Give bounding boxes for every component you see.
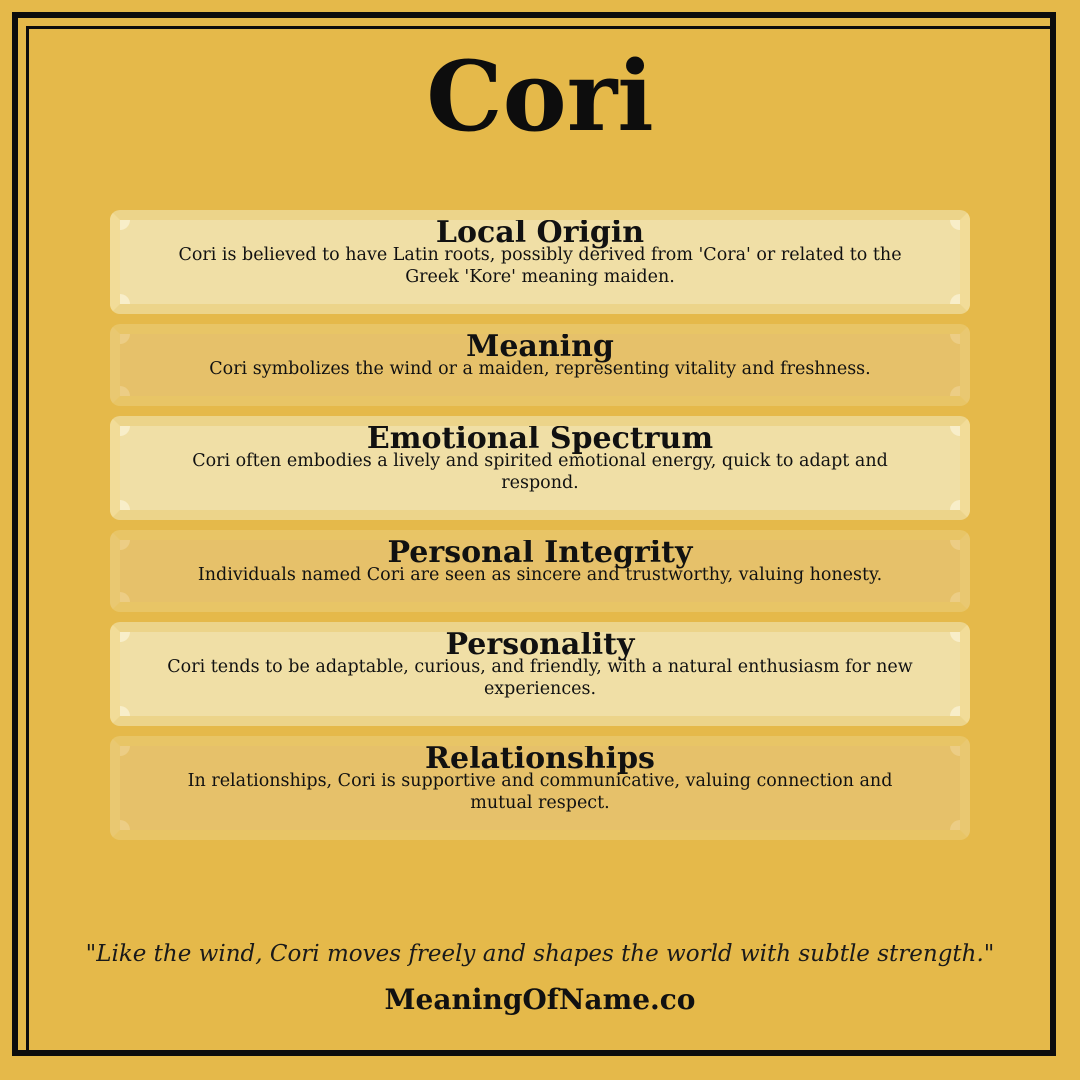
section-text: In relationships, Cori is supportive and communicative, valuing connection and mutual respect. <box>187 771 893 813</box>
section-text: Cori is believed to have Latin roots, possibly derived from 'Cora' or related to the Greek 'Kore' meaning maiden. <box>178 245 902 287</box>
corner-dot <box>950 736 970 756</box>
corner-dot <box>110 592 130 612</box>
corner-dot <box>950 500 970 520</box>
corner-dot <box>950 622 970 642</box>
section-text: Cori often embodies a lively and spirited emotional energy, quick to adapt and respond. <box>192 451 888 493</box>
corner-dot <box>110 210 130 230</box>
section-personal-integrity <box>110 530 970 612</box>
quote-text: "Like the wind, Cori moves freely and shapes the world with subtle strength." <box>85 941 995 967</box>
corner-dot <box>110 386 130 406</box>
corner-dot <box>110 500 130 520</box>
corner-dot <box>110 820 130 840</box>
section-heading: Meaning <box>466 329 614 364</box>
corner-dot <box>950 530 970 550</box>
corner-dot <box>950 416 970 436</box>
page-title: Cori <box>426 40 654 153</box>
section-personality <box>110 622 970 726</box>
corner-dot <box>110 736 130 756</box>
section-heading: Relationships <box>425 741 655 776</box>
section-meaning <box>110 324 970 406</box>
corner-dot <box>950 820 970 840</box>
corner-dot <box>110 530 130 550</box>
corner-dot <box>950 706 970 726</box>
section-heading: Personal Integrity <box>387 535 693 570</box>
corner-dot <box>950 324 970 344</box>
corner-dot <box>110 324 130 344</box>
section-heading: Local Origin <box>435 215 645 250</box>
corner-dot <box>950 386 970 406</box>
brand-link[interactable]: MeaningOfName.co <box>384 983 696 1016</box>
section-text: Cori symbolizes the wind or a maiden, representing vitality and freshness. <box>209 359 871 379</box>
corner-dot <box>110 706 130 726</box>
section-relationships <box>110 736 970 840</box>
corner-dot <box>950 210 970 230</box>
section-local-origin <box>110 210 970 314</box>
corner-dot <box>110 622 130 642</box>
corner-dot <box>110 294 130 314</box>
corner-dot <box>950 294 970 314</box>
corner-dot <box>950 592 970 612</box>
sections-list <box>110 210 970 850</box>
section-text: Individuals named Cori are seen as sincere and trustworthy, valuing honesty. <box>197 565 883 585</box>
section-heading: Emotional Spectrum <box>366 421 714 456</box>
section-emotional-spectrum <box>110 416 970 520</box>
corner-dot <box>110 416 130 436</box>
section-heading: Personality <box>445 627 635 662</box>
section-text: Cori tends to be adaptable, curious, and friendly, with a natural enthusiasm for new experiences. <box>167 657 913 699</box>
